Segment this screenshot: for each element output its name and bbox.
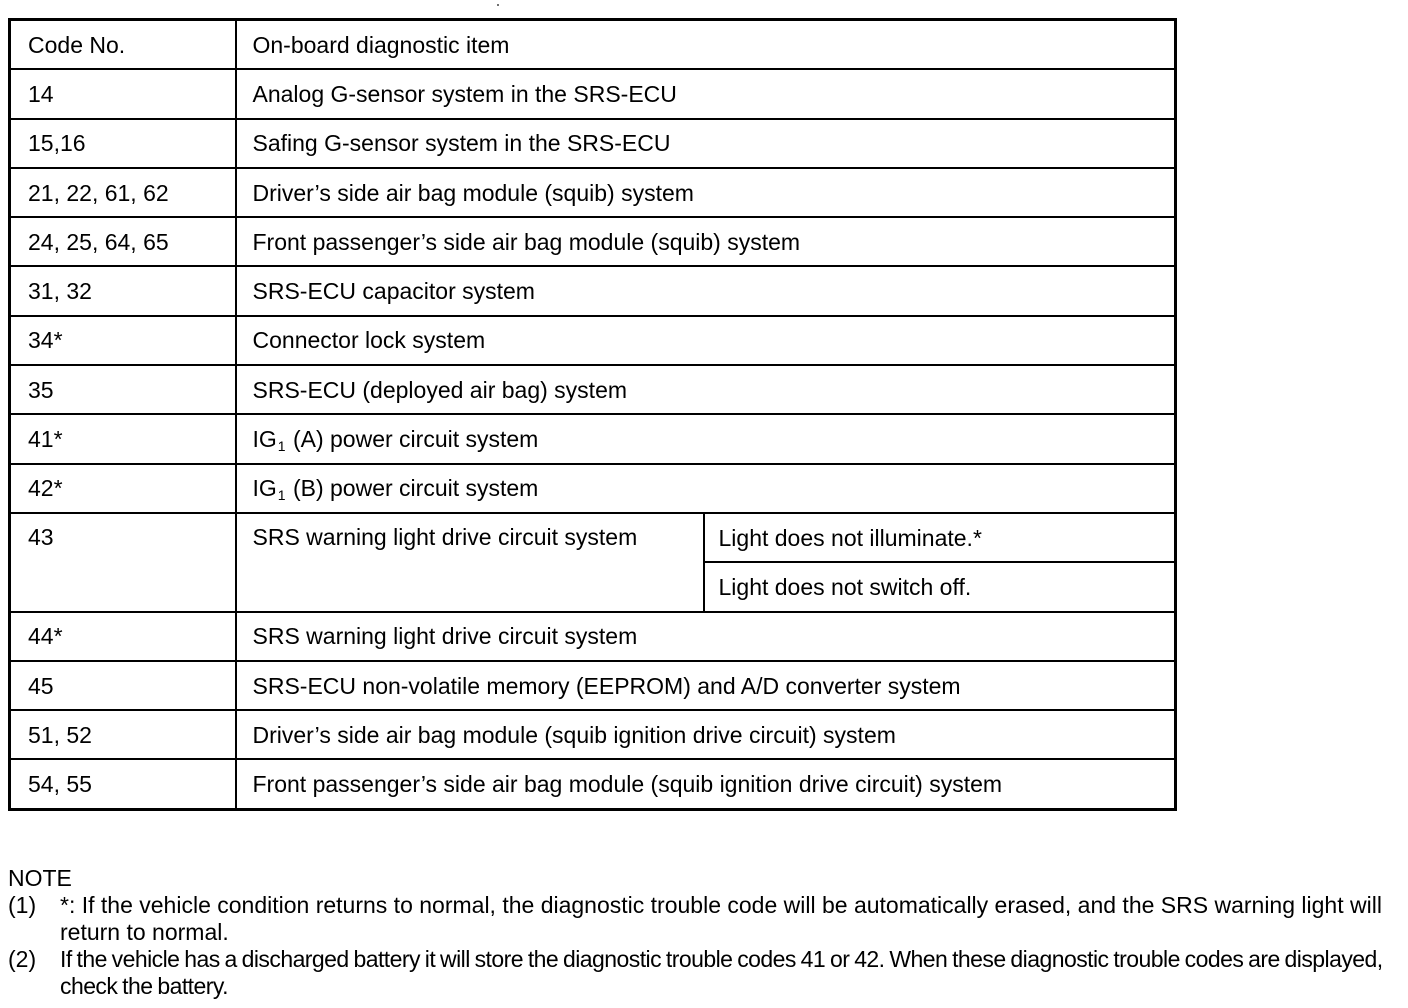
code-cell: 24, 25, 64, 65 — [10, 217, 236, 266]
code-cell: 31, 32 — [10, 266, 236, 315]
table-row — [10, 119, 1176, 168]
item-subscript: 1 — [277, 487, 286, 504]
code-cell: 43 — [10, 513, 236, 612]
table-row — [10, 168, 1176, 217]
code-cell: 41* — [10, 414, 236, 463]
item-cell: Driver’s side air bag module (squib ignition drive circuit) system — [236, 710, 1176, 759]
item-cell: Safing G-sensor system in the SRS-ECU — [236, 119, 1176, 168]
note-number: (2) — [8, 946, 37, 972]
item-cell — [236, 414, 1176, 463]
code-cell: 14 — [10, 69, 236, 118]
table-row — [10, 759, 1176, 809]
table-row — [10, 414, 1176, 463]
note-number: (1) — [8, 892, 37, 918]
item-cell: SRS warning light drive circuit system — [236, 513, 704, 612]
item-cell — [236, 464, 1176, 513]
sub-item-cell: Light does not illuminate.* — [704, 513, 1176, 562]
item-prefix: IG — [252, 475, 277, 502]
item-cell: Connector lock system — [236, 316, 1176, 365]
table-row — [10, 316, 1176, 365]
item-suffix: (B) power circuit system — [286, 475, 539, 502]
note-text: *: If the vehicle condition returns to normal, the diagnostic trouble code will be automatically erased, and the SRS warning light will return to normal. — [60, 892, 1382, 945]
item-prefix: IG — [252, 426, 277, 453]
code-cell: 45 — [10, 661, 236, 710]
table-row — [10, 266, 1176, 315]
item-suffix: (A) power circuit system — [286, 426, 539, 453]
table-header-row — [10, 20, 1176, 70]
table-row — [10, 365, 1176, 414]
table-row — [10, 217, 1176, 266]
code-cell: 54, 55 — [10, 759, 236, 809]
table-row — [10, 464, 1176, 513]
table-row — [10, 69, 1176, 118]
note-item — [8, 946, 1402, 1000]
stray-dot — [497, 4, 499, 6]
table-row — [10, 710, 1176, 759]
item-cell: Driver’s side air bag module (squib) system — [236, 168, 1176, 217]
table-row — [10, 612, 1176, 661]
code-cell: 35 — [10, 365, 236, 414]
diagnostic-code-table — [8, 18, 1177, 811]
sub-item-cell: Light does not switch off. — [704, 562, 1176, 611]
code-cell: 34* — [10, 316, 236, 365]
code-cell: 15,16 — [10, 119, 236, 168]
item-cell: SRS-ECU (deployed air bag) system — [236, 365, 1176, 414]
code-cell: 21, 22, 61, 62 — [10, 168, 236, 217]
table-row — [10, 661, 1176, 710]
item-subscript: 1 — [277, 438, 286, 455]
notes-heading: NOTE — [8, 865, 72, 891]
code-cell: 44* — [10, 612, 236, 661]
item-cell: Front passenger’s side air bag module (squib ignition drive circuit) system — [236, 759, 1176, 809]
code-cell: 51, 52 — [10, 710, 236, 759]
header-diagnostic-item: On-board diagnostic item — [236, 20, 1176, 70]
header-code-no: Code No. — [10, 20, 236, 70]
notes-section — [8, 865, 1402, 1000]
item-cell: SRS-ECU capacitor system — [236, 266, 1176, 315]
item-cell: SRS-ECU non-volatile memory (EEPROM) and A/D converter system — [236, 661, 1176, 710]
table-row — [10, 513, 1176, 562]
code-cell: 42* — [10, 464, 236, 513]
item-cell: Front passenger’s side air bag module (squib) system — [236, 217, 1176, 266]
item-cell: Analog G-sensor system in the SRS-ECU — [236, 69, 1176, 118]
note-text: If the vehicle has a discharged battery it will store the diagnostic trouble codes 41 or 42. When these diagnostic trouble codes are displayed, check the battery. — [60, 946, 1383, 999]
note-item — [8, 892, 1402, 946]
item-cell: SRS warning light drive circuit system — [236, 612, 1176, 661]
